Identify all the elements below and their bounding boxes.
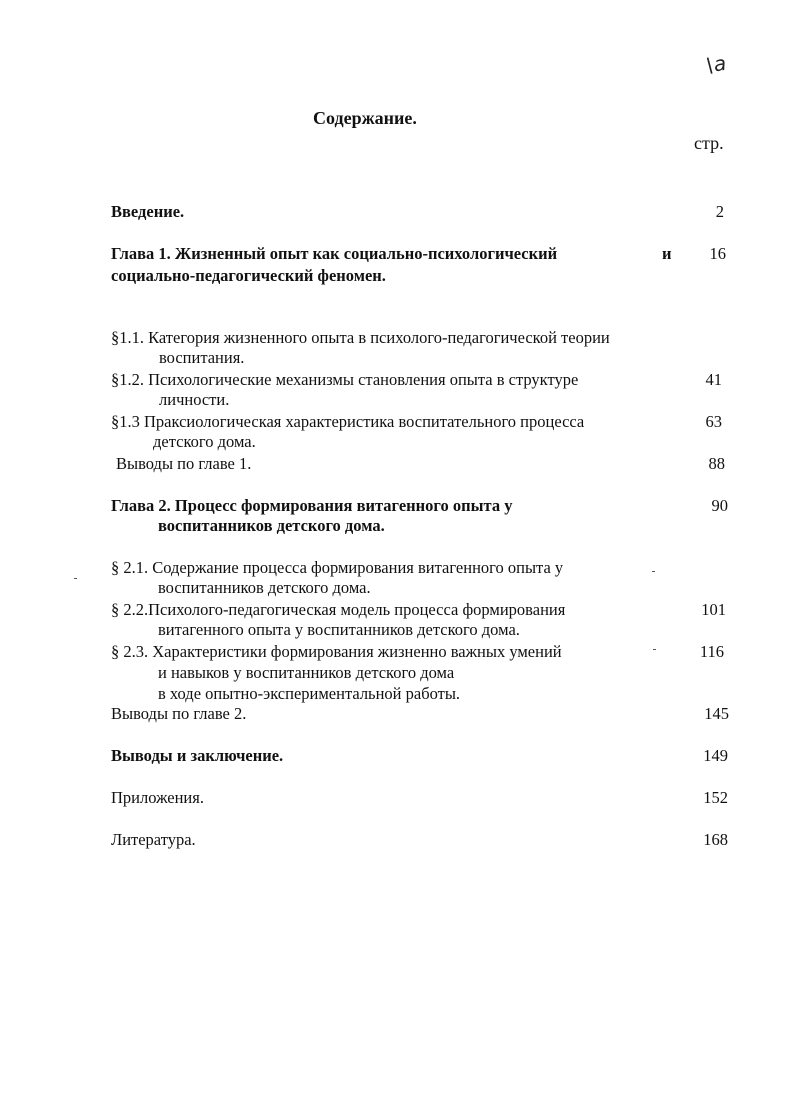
toc-page-section-2-3: 116	[699, 642, 724, 661]
toc-section-2-1-line1: § 2.1. Содержание процесса формирования витагенного опыта у	[111, 558, 564, 577]
toc-page-appendices: 152	[703, 788, 728, 807]
toc-literature: Литература.	[111, 830, 196, 849]
toc-section-1-1-line2: воспитания.	[159, 348, 245, 367]
toc-section-2-1-line2: воспитанников детского дома.	[158, 578, 371, 597]
toc-page-chapter1: 16	[709, 244, 726, 263]
toc-section-2-3-line1: § 2.3. Характеристики формирования жизненно важных умений	[111, 642, 562, 661]
toc-section-2-2-line2: витагенного опыта у воспитанников детского дома.	[158, 620, 520, 639]
toc-chapter1-line1: Глава 1. Жизненный опыт как социально-психологический	[111, 244, 558, 263]
toc-section-1-1-line1: §1.1. Категория жизненного опыта в психолого-педагогической теории	[111, 328, 610, 347]
scan-mark	[652, 571, 655, 572]
page-column-label: стр.	[694, 133, 724, 153]
toc-section-2-2-line1: § 2.2.Психолого-педагогическая модель процесса формирования	[111, 600, 566, 619]
toc-page-conclusions-chapter1: 88	[708, 454, 725, 473]
toc-page-chapter2: 90	[711, 496, 728, 515]
toc-section-1-3-line2: детского дома.	[153, 432, 256, 451]
toc-page-final-conclusions: 149	[703, 746, 728, 765]
toc-chapter2-line2: воспитанников детского дома.	[158, 516, 385, 535]
toc-section-1-2-line1: §1.2. Психологические механизмы становления опыта в структуре	[111, 370, 579, 389]
toc-chapter1-and: и	[662, 244, 672, 263]
toc-section-1-2-line2: личности.	[159, 390, 230, 409]
toc-conclusions-chapter2: Выводы по главе 2.	[111, 704, 247, 723]
toc-appendices: Приложения.	[111, 788, 204, 807]
toc-page-introduction: 2	[715, 202, 724, 221]
toc-final-conclusions: Выводы и заключение.	[111, 746, 284, 765]
toc-page-section-2-2: 101	[701, 600, 726, 619]
toc-chapter2-line1: Глава 2. Процесс формирования витагенного опыта у	[111, 496, 513, 515]
toc-page-literature: 168	[703, 830, 728, 849]
toc-chapter1-line2: социально-педагогический феномен.	[111, 266, 386, 285]
toc-page-section-1-2: 41	[705, 370, 722, 389]
page-title: Содержание.	[313, 108, 417, 128]
toc-entry-introduction: Введение.	[111, 202, 185, 221]
scan-mark	[653, 649, 656, 650]
toc-section-2-3-line2: и навыков у воспитанников детского дома	[158, 663, 455, 682]
toc-page-conclusions-chapter2: 145	[704, 704, 729, 723]
handwritten-page-mark: \a	[704, 50, 729, 78]
toc-conclusions-chapter1: Выводы по главе 1.	[116, 454, 252, 473]
scan-mark	[74, 578, 77, 579]
toc-section-1-3-line1: §1.3 Праксиологическая характеристика воспитательного процесса	[111, 412, 585, 431]
toc-page-section-1-3: 63	[705, 412, 722, 431]
toc-section-2-3-line3: в ходе опытно-экспериментальной работы.	[158, 684, 461, 703]
